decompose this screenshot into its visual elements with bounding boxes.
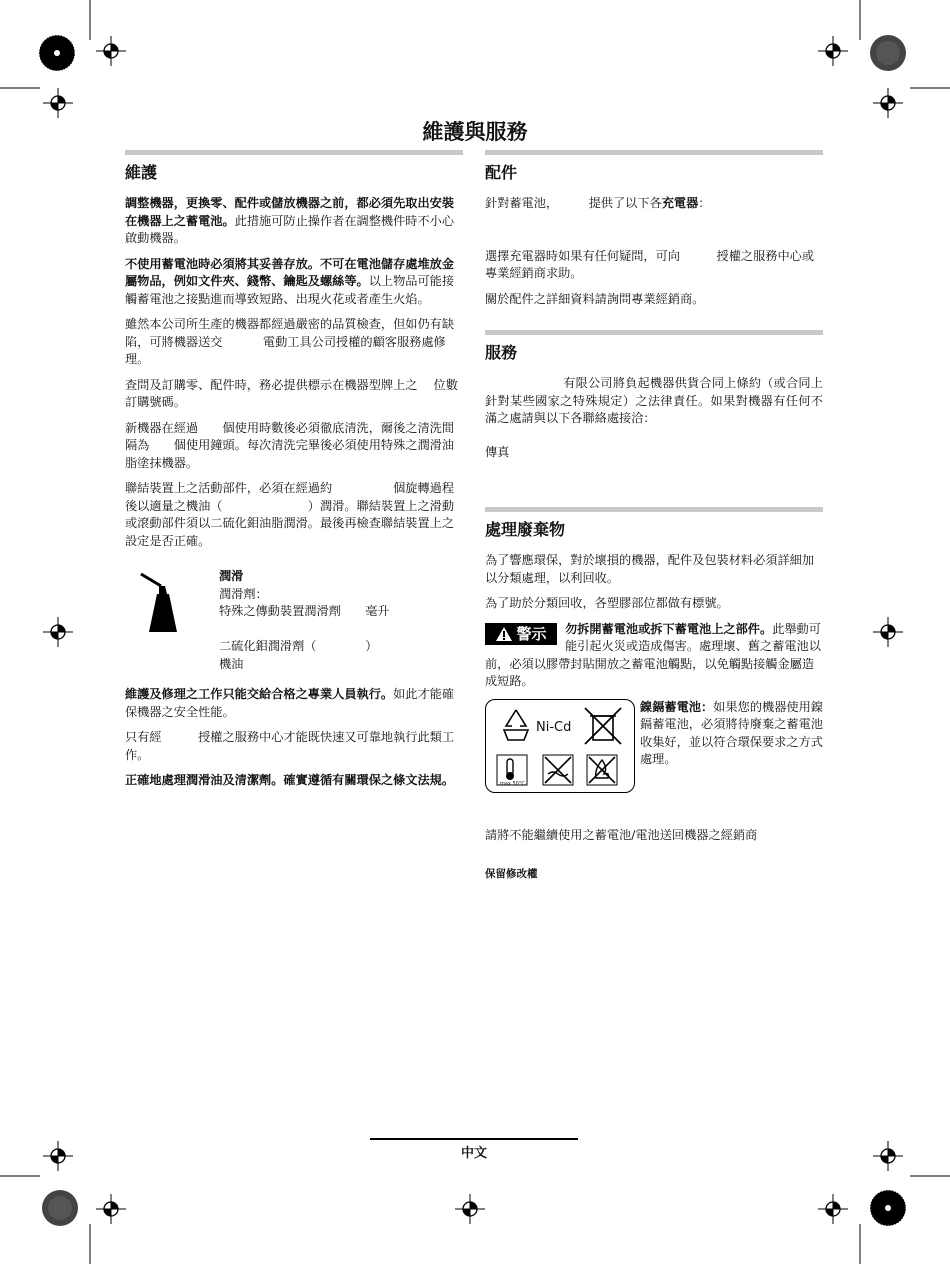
registration-target <box>96 1194 126 1224</box>
battery-symbols-box <box>485 699 635 793</box>
temperature-label: max.50°C <box>500 780 525 787</box>
paragraph: 正確地處理潤滑油及清潔劑。確實遵循有關環保之條文法規。 <box>125 773 455 787</box>
disposal-title: 處理廢棄物 <box>485 520 566 539</box>
paragraph: 維護及修理之工作只能交給合格之專業人員執行。如此才能確保機器之安全性能。 <box>125 687 455 719</box>
footer-language: 中文 <box>460 1146 487 1161</box>
page-title: 維護與服務 <box>422 120 528 144</box>
paragraph: 新機器在經過 個使用時數後必須徹底清洗，爾後之清洗間隔為 個使用鐘頭。每次清洗完畢後必須使用特殊之潤滑油脂塗抹機器。 <box>125 420 455 470</box>
star-target-icon <box>868 1188 908 1228</box>
star-target-icon <box>37 33 77 73</box>
lubrication-heading: 潤滑 <box>219 569 244 583</box>
paragraph: 查問及訂購零、配件時，務必提供標示在機器型牌上之 位數訂購號碼。 <box>125 377 458 409</box>
warning-block <box>485 621 823 691</box>
registration-target <box>873 1141 903 1171</box>
lubrication-line: 特殊之傳動裝置潤滑劑 毫升 <box>219 604 390 618</box>
paragraph: 關於配件之詳細資料請詢問專業經銷商。 <box>485 291 705 306</box>
gray-target-icon <box>868 33 908 73</box>
maintenance-title: 維護 <box>125 163 158 182</box>
crossed-bin-icon <box>581 704 625 748</box>
warning-triangle-icon <box>495 626 513 642</box>
paragraph: 調整機器，更換零、配件或儲放機器之前，都必須先取出安裝在機器上之蓄電池。此措施可防止操作者在調整機件時不小心啟動機器。 <box>125 196 455 245</box>
maintenance-column <box>125 150 463 798</box>
paragraph: 有限公司將負起機器供貨合同上條約（或合同上針對某些國家之特殊規定）之法律責任。如果對機器有任何不滿之處請與以下各聯絡處接洽： <box>485 376 823 425</box>
rights-reserved: 保留修改權 <box>485 868 538 880</box>
section-bar <box>485 507 823 512</box>
paragraph: 只有經 授權之服務中心才能既快速又可靠地執行此類工作。 <box>125 730 455 762</box>
registration-target <box>455 1194 485 1224</box>
lubrication-block <box>125 568 463 671</box>
lubrication-text <box>219 568 390 673</box>
registration-target <box>43 617 73 647</box>
registration-target <box>818 36 848 66</box>
paragraph: 針對蓄電池， 提供了以下各充電器： <box>485 196 711 210</box>
warning-text: 勿拆開蓄電池或拆下蓄電池上之部件。此舉動可能引起火災或造成傷害。處理壞、舊之蓄電池以前，必須以膠帶封貼開放之蓄電池觸點，以免觸點接觸金屬造成短路。 <box>485 621 821 688</box>
gray-target-icon <box>40 1188 80 1228</box>
oil-can-icon <box>135 572 185 634</box>
registration-target <box>96 36 126 66</box>
registration-target <box>43 88 73 118</box>
no-fire-icon <box>586 754 618 786</box>
no-water-icon <box>542 754 574 786</box>
paragraph: 為了助於分類回收，各塑膠部位都做有標號。 <box>485 596 729 610</box>
registration-target <box>873 617 903 647</box>
paragraph: 為了響應環保，對於壞損的機器，配件及包裝材料必須詳細加以分類處理，以利回收。 <box>485 553 815 585</box>
warning-badge: 警示 <box>485 623 557 645</box>
nicd-block <box>485 699 823 799</box>
registration-target <box>873 88 903 118</box>
registration-target <box>818 1194 848 1224</box>
section-bar <box>485 330 823 335</box>
nicd-label: Ni-Cd <box>536 719 572 735</box>
nicd-text: 鎳鎘蓄電池：如果您的機器使用鎳鎘蓄電池，必須將待廢棄之蓄電池收集好，並以符合環保要求之方式處理。 <box>640 699 824 766</box>
paragraph: 請將不能繼續使用之蓄電池/電池送回機器之經銷商 <box>485 827 758 842</box>
footer-rule <box>370 1138 578 1140</box>
right-column <box>485 150 851 892</box>
paragraph: 傳真 <box>485 444 510 459</box>
paragraph: 選擇充電器時如果有任何疑問，可向 授權之服務中心或 專業經銷商求助。 <box>485 248 851 280</box>
section-bar <box>485 150 823 155</box>
paragraph: 聯結裝置上之活動部件，必須在經過約 個旋轉過程後以適量之機油（ ）潤滑。聯結裝置上之滑動或滾動部件須以二硫化鉬油脂潤滑。最後再檢查聯結裝置上之設定是否正確。 <box>125 481 455 548</box>
lubrication-line: 潤滑劑： <box>219 586 268 601</box>
registration-target <box>43 1141 73 1171</box>
paragraph: 雖然本公司所生產的機器都經過嚴密的品質檢查，但如仍有缺陷，可將機器送交 電動工具公司授權的顧客服務處修理。 <box>125 317 455 366</box>
recycle-icon <box>496 706 536 746</box>
service-title: 服務 <box>485 343 518 362</box>
accessories-title: 配件 <box>485 163 518 182</box>
section-bar <box>125 150 463 155</box>
lubrication-line: 機油 <box>219 656 244 671</box>
paragraph: 不使用蓄電池時必須將其妥善存放。不可在電池儲存處堆放金屬物品，例如文件夾、錢幣、鑰匙及螺絲等。以上物品可能接觸蓄電池之接點進而導致短路、出現火花或者產生火焰。 <box>125 256 455 306</box>
lubrication-line: 二硫化鉬潤滑劑（ ） <box>219 639 378 653</box>
